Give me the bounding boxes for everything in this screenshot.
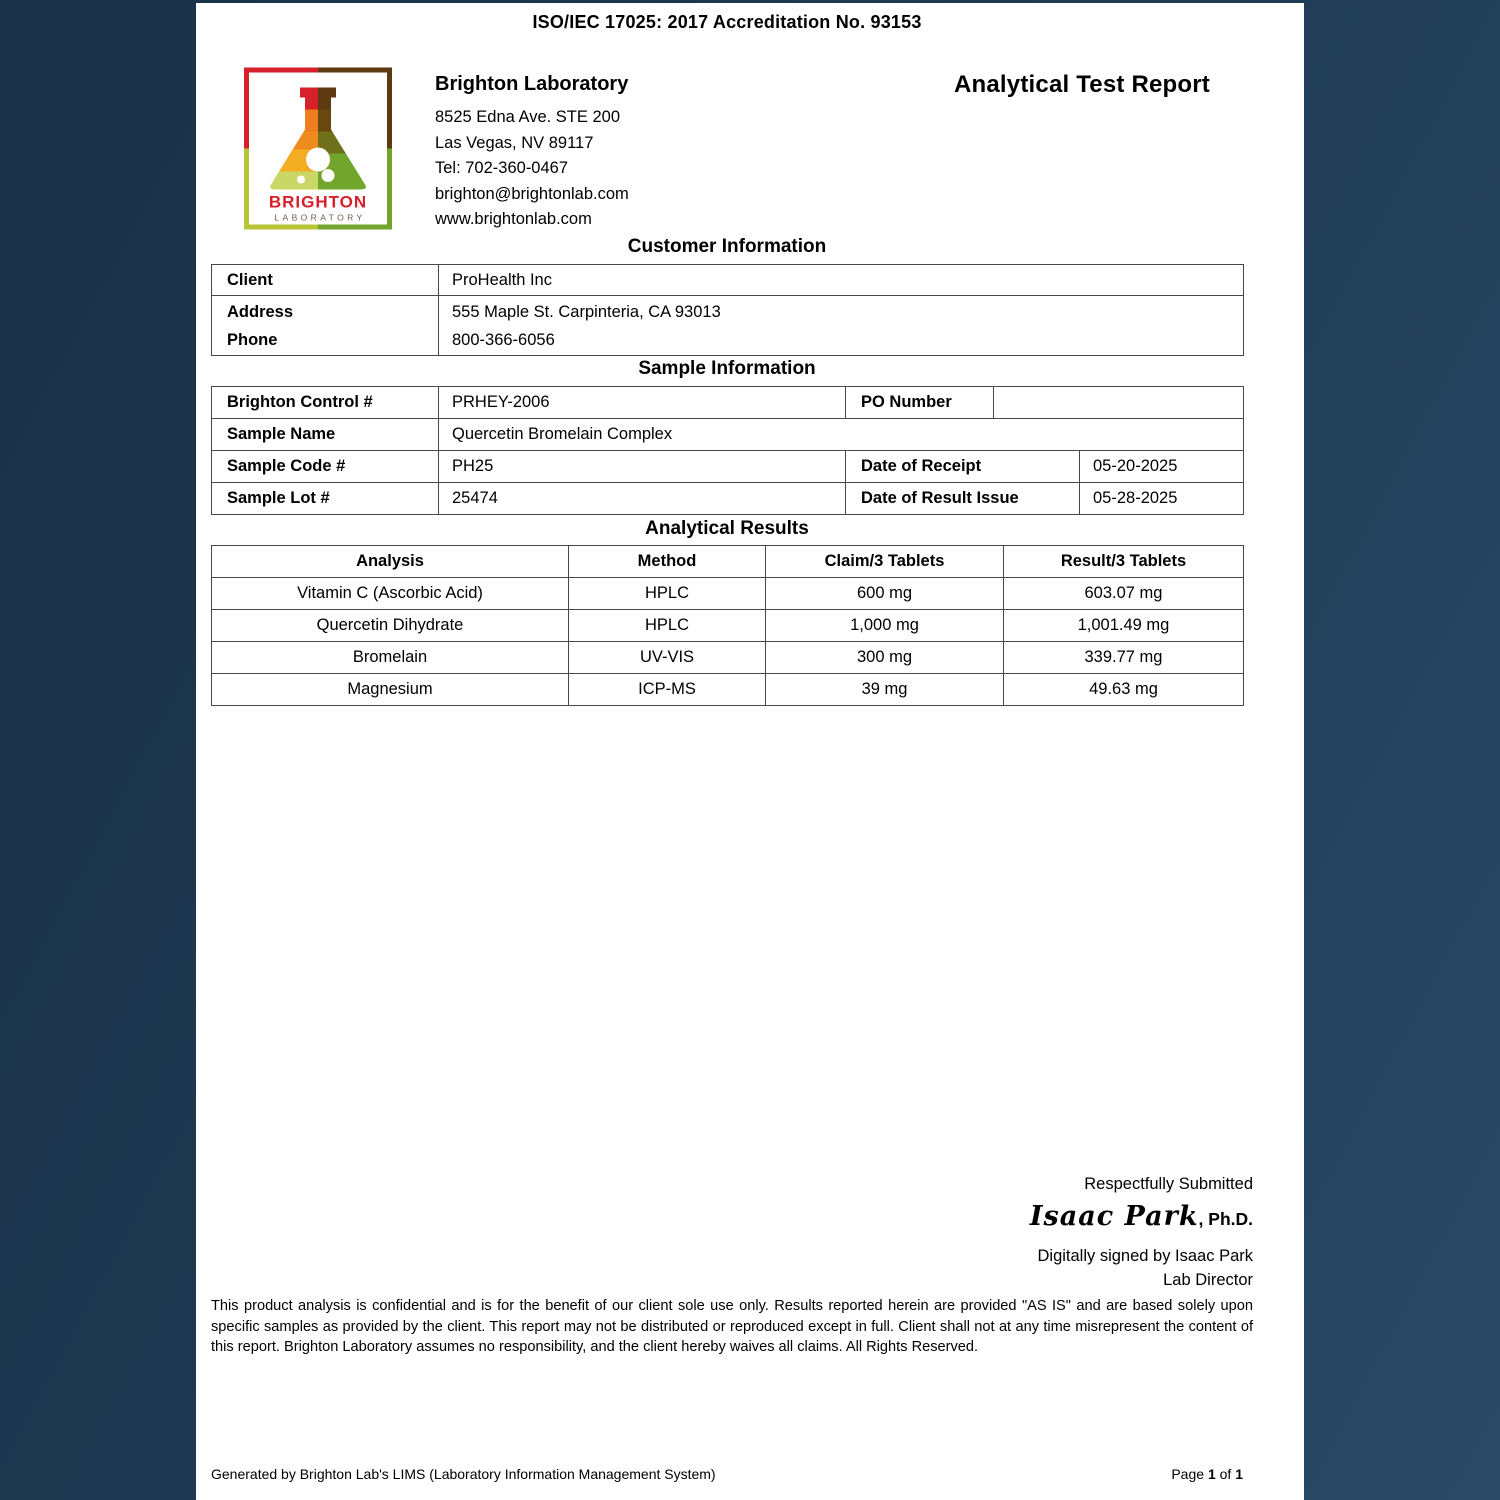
analysis-claim: 39 mg — [766, 674, 1004, 706]
analysis-result: 1,001.49 mg — [1004, 610, 1244, 642]
table-row — [212, 610, 1244, 642]
table-row — [212, 296, 1244, 356]
table-row — [212, 674, 1244, 706]
table-row — [212, 642, 1244, 674]
column-header-claim: Claim/3 Tablets — [766, 546, 1004, 578]
analysis-method: UV-VIS — [569, 642, 766, 674]
client-value: ProHealth Inc — [439, 265, 1244, 296]
sample-code-label: Sample Code # — [212, 451, 439, 483]
phone-value: 800-366-6056 — [452, 330, 555, 349]
flask-logo-icon — [244, 67, 392, 230]
client-label: Client — [212, 265, 439, 296]
page-indicator: Page 1 of 1 — [1171, 1466, 1243, 1482]
sample-name-value: Quercetin Bromelain Complex — [439, 419, 1244, 451]
analysis-result: 603.07 mg — [1004, 578, 1244, 610]
digitally-signed-text: Digitally signed by Isaac Park — [1037, 1247, 1253, 1265]
sample-lot-label: Sample Lot # — [212, 483, 439, 515]
analysis-method: HPLC — [569, 610, 766, 642]
respectfully-submitted-text: Respectfully Submitted — [1084, 1175, 1253, 1193]
analysis-claim: 1,000 mg — [766, 610, 1004, 642]
sample-lot-value: 25474 — [439, 483, 846, 515]
lab-website: www.brightonlab.com — [435, 210, 592, 228]
date-of-receipt-label: Date of Receipt — [846, 451, 1080, 483]
lab-phone: Tel: 702-360-0467 — [435, 159, 569, 177]
column-header-result: Result/3 Tablets — [1004, 546, 1244, 578]
table-row — [212, 451, 1244, 483]
analytical-results-heading: Analytical Results — [645, 518, 809, 539]
sample-code-value: PH25 — [439, 451, 846, 483]
po-number-value — [994, 387, 1244, 419]
signature-name-row — [1030, 1199, 1253, 1239]
page-footer — [211, 1466, 1243, 1482]
table-row — [212, 483, 1244, 515]
report-title: Analytical Test Report — [953, 71, 1210, 98]
address-label: Address — [227, 302, 294, 321]
analysis-claim: 600 mg — [766, 578, 1004, 610]
control-number-label: Brighton Control # — [212, 387, 439, 419]
table-row — [212, 265, 1244, 296]
analysis-name: Magnesium — [212, 674, 569, 706]
report-page — [196, 3, 1304, 1500]
lab-address-line2: Las Vegas, NV 89117 — [435, 133, 594, 152]
sample-information-heading: Sample Information — [638, 358, 816, 379]
signature-degree: , Ph.D. — [1198, 1209, 1253, 1229]
lab-contact-block — [435, 73, 629, 233]
brighton-lab-logo — [244, 67, 392, 230]
customer-information-table — [211, 264, 1244, 356]
signature-script: Isaac Park — [1029, 1201, 1199, 1232]
analysis-name: Quercetin Dihydrate — [212, 610, 569, 642]
analysis-claim: 300 mg — [766, 642, 1004, 674]
po-number-label: PO Number — [846, 387, 994, 419]
analysis-name: Vitamin C (Ascorbic Acid) — [212, 578, 569, 610]
date-of-result-issue-label: Date of Result Issue — [846, 483, 1080, 515]
results-header-row — [212, 546, 1244, 578]
analysis-name: Bromelain — [212, 642, 569, 674]
address-value: 555 Maple St. Carpinteria, CA 93013 — [452, 302, 721, 321]
table-row — [212, 419, 1244, 451]
signature-block — [1030, 1172, 1253, 1292]
analysis-result: 339.77 mg — [1004, 642, 1244, 674]
sample-name-label: Sample Name — [212, 419, 439, 451]
analysis-result: 49.63 mg — [1004, 674, 1244, 706]
lab-address-line1: 8525 Edna Ave. STE 200 — [435, 108, 621, 126]
disclaimer-text: This product analysis is confidential and is for the benefit of our client sole use only. Results reported herein are provided "AS IS" and are based solely upon specific samples as provided by the client. This report may not be distributed or reproduced except in full. Client shall not at any time misrepresent the content of this report. Brighton Laboratory assumes no responsibility, and the client hereby waives all claims. All Rights Reserved. — [211, 1298, 1253, 1355]
lab-name: Brighton Laboratory — [435, 73, 629, 95]
logo-brand-text: BRIGHTON — [268, 192, 368, 212]
date-of-result-issue-value: 05-28-2025 — [1080, 483, 1244, 515]
column-header-analysis: Analysis — [212, 546, 569, 578]
address-phone-labels — [212, 296, 439, 356]
column-header-method: Method — [569, 546, 766, 578]
customer-information-heading: Customer Information — [627, 236, 827, 257]
analysis-method: ICP-MS — [569, 674, 766, 706]
accreditation-line: ISO/IEC 17025: 2017 Accreditation No. 93153 — [532, 12, 922, 32]
analysis-method: HPLC — [569, 578, 766, 610]
date-of-receipt-value: 05-20-2025 — [1080, 451, 1244, 483]
lab-email: brighton@brightonlab.com — [435, 184, 629, 203]
table-row — [212, 578, 1244, 610]
logo-sub-text: LABORATORY — [274, 212, 366, 223]
lab-director-text: Lab Director — [1163, 1271, 1253, 1289]
control-number-value: PRHEY-2006 — [439, 387, 846, 419]
analytical-results-table — [211, 545, 1244, 706]
table-row — [212, 387, 1244, 419]
sample-information-table — [211, 386, 1244, 515]
generated-by-text: Generated by Brighton Lab's LIMS (Laboratory Information Management System) — [211, 1466, 716, 1482]
address-phone-values — [439, 296, 1244, 356]
phone-label: Phone — [227, 330, 278, 349]
